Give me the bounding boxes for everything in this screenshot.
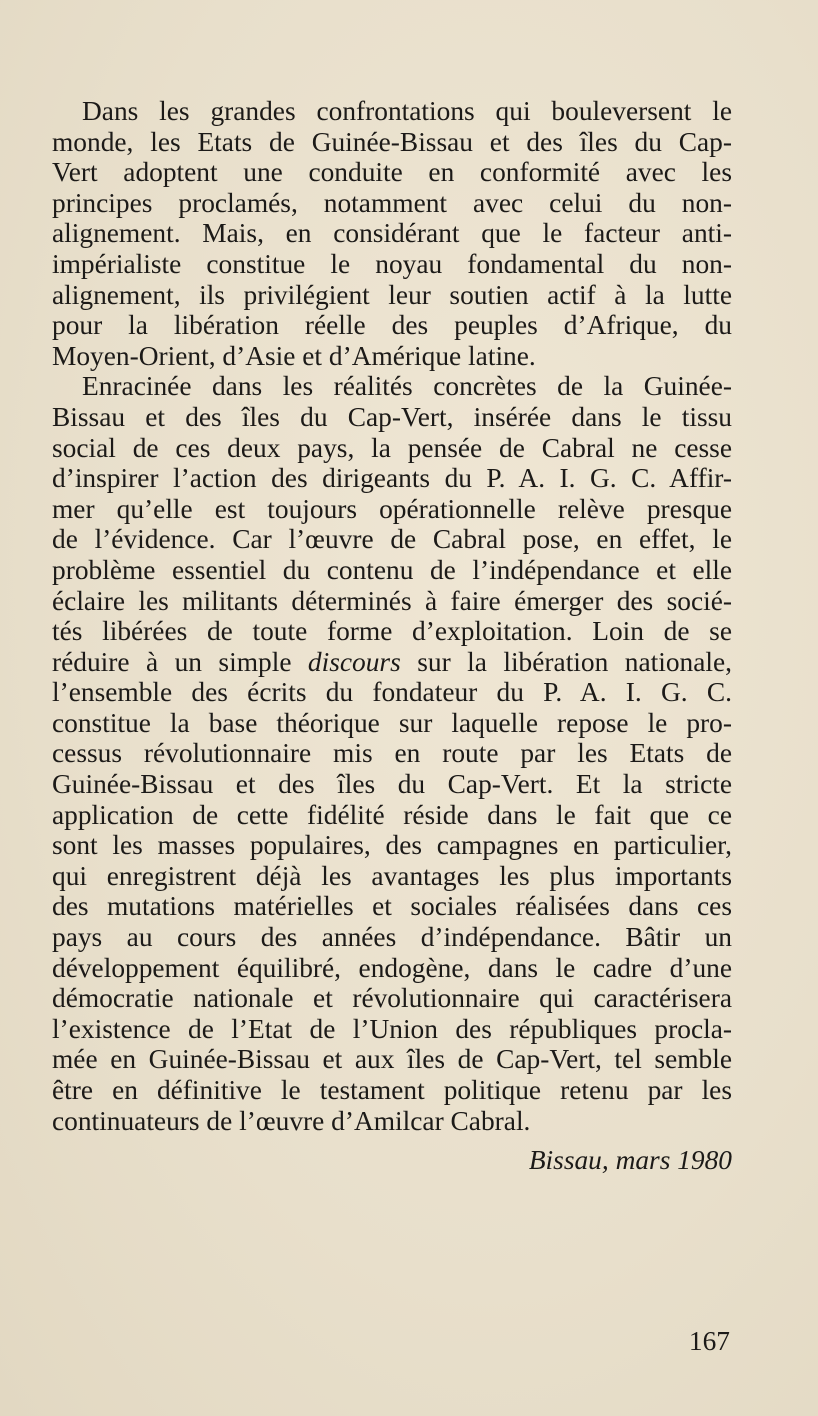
text-line: Enracinée dans les réalités concrètes de la Guinée-: [82, 371, 732, 402]
text-line: alignement. Mais, en considérant que le facteur anti-: [52, 218, 732, 249]
text-line: développement équilibré, endogène, dans le cadre d’une: [52, 952, 732, 983]
body-text: [52, 96, 732, 1136]
text-line: tés libérées de toute forme d’exploitation. Loin de se: [52, 616, 732, 647]
text-line: pour la libération réelle des peuples d’Afrique, du: [52, 310, 732, 341]
text-line: Guinée-Bissau et des îles du Cap-Vert. Et la stricte: [52, 769, 732, 800]
text-line: continuateurs de l’œuvre d’Amilcar Cabral.: [52, 1105, 531, 1136]
text-line: sont les masses populaires, des campagnes en particulier,: [52, 830, 732, 861]
text-line: l’ensemble des écrits du fondateur du P. A. I. G. C.: [52, 677, 732, 708]
text-line: alignement, ils privilégient leur soutien actif à la lutte: [52, 279, 732, 310]
text-line: démocratie nationale et révolutionnaire qui caractérisera: [52, 983, 732, 1014]
place-date-signature: Bissau, mars 1980: [528, 1145, 732, 1175]
text-line-discours: [52, 647, 732, 678]
text-line: d’inspirer l’action des dirigeants du P. A. I. G. C. Affir-: [52, 463, 732, 494]
text-line: monde, les Etats de Guinée-Bissau et des îles du Cap-: [52, 126, 732, 157]
text-line: Moyen-Orient, d’Asie et d’Amérique latine.: [52, 340, 536, 371]
text-line: mer qu’elle est toujours opérationnelle relève presque: [52, 493, 732, 524]
text-line: Dans les grandes confrontations qui bouleversent le: [82, 96, 732, 126]
text-line: Bissau et des îles du Cap-Vert, insérée dans le tissu: [52, 401, 732, 432]
text-line: éclaire les militants déterminés à faire émerger des socié-: [52, 585, 732, 616]
text-line: pays au cours des années d’indépendance. Bâtir un: [52, 922, 732, 953]
text-segment: réduire à un simple: [52, 646, 308, 677]
text-line: mée en Guinée-Bissau et aux îles de Cap-Vert, tel semble: [52, 1044, 732, 1075]
text-line: problème essentiel du contenu de l’indépendance et elle: [52, 554, 732, 585]
text-line: Vert adoptent une conduite en conformité avec les: [52, 157, 732, 188]
text-line: l’existence de l’Etat de l’Union des républiques procla-: [52, 1013, 732, 1044]
text-line: constitue la base théorique sur laquelle repose le pro-: [52, 707, 732, 738]
text-line: social de ces deux pays, la pensée de Cabral ne cesse: [52, 432, 732, 463]
text-line: de l’évidence. Car l’œuvre de Cabral pose, en effet, le: [52, 524, 732, 555]
text-line: cessus révolutionnaire mis en route par les Etats de: [52, 738, 732, 769]
page-number: 167: [688, 1326, 730, 1356]
text-segment: sur la libération nationale,: [400, 646, 732, 677]
italic-word: discours: [307, 646, 401, 677]
text-line: impérialiste constitue le noyau fondamental du non-: [52, 248, 732, 279]
text-line: principes proclamés, notamment avec celui du non-: [52, 187, 732, 218]
text-line: qui enregistrent déjà les avantages les plus importants: [52, 860, 732, 891]
text-line: des mutations matérielles et sociales réalisées dans ces: [52, 891, 732, 922]
text-line: être en définitive le testament politique retenu par les: [52, 1075, 732, 1105]
text-line: application de cette fidélité réside dans le fait que ce: [52, 799, 732, 830]
